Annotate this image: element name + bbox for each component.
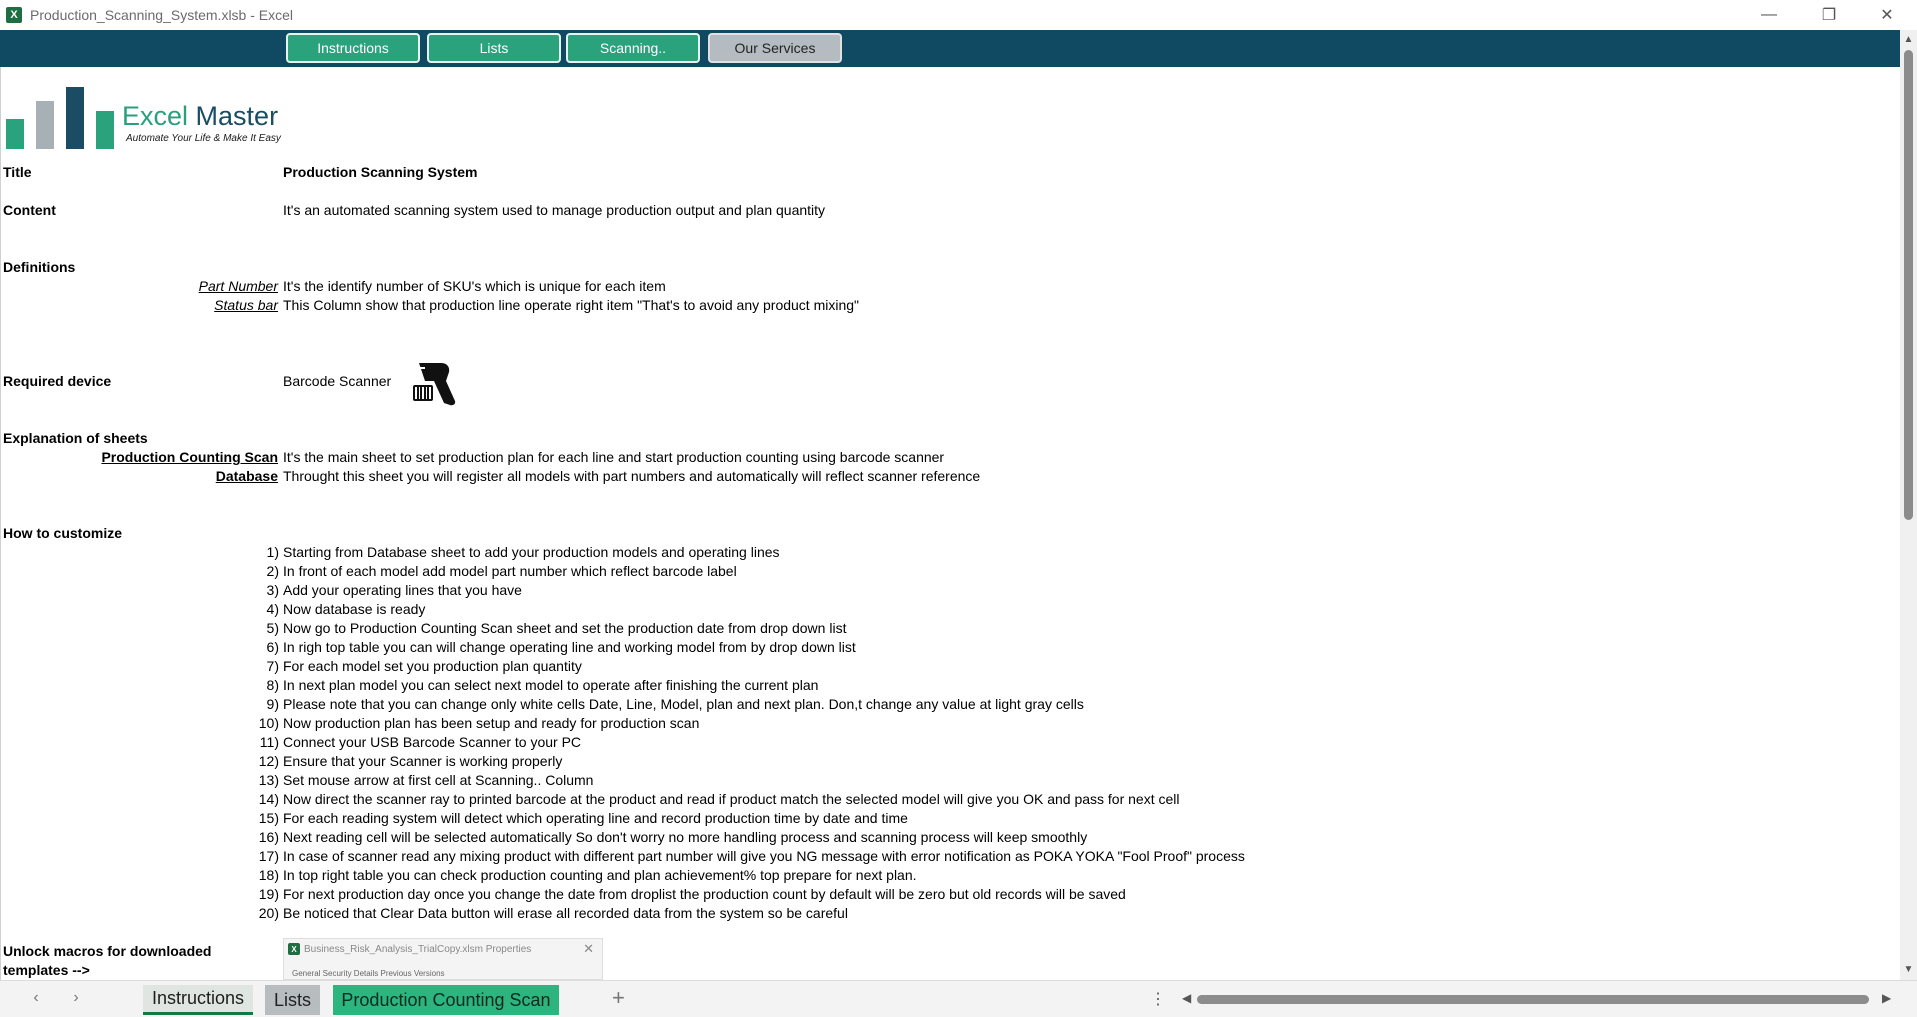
excel-master-logo	[4, 73, 284, 149]
barcode-scanner-icon	[413, 359, 461, 407]
sheet-desc-production-counting-scan: It's the main sheet to set production plan for each line and start production counting using barcode scanner	[283, 449, 945, 465]
minimize-button[interactable]: —	[1761, 6, 1777, 23]
sheet-desc-database: Throught this sheet you will register all models with part numbers and automatically will reflect scanner reference	[283, 468, 981, 484]
step-number: 12)	[258, 753, 279, 769]
sheet-tab-bar	[0, 980, 1917, 1017]
scroll-down-icon[interactable]: ▼	[1903, 964, 1914, 975]
nav-instructions-button[interactable]: Instructions	[286, 33, 420, 63]
step-text: Add your operating lines that you have	[283, 582, 522, 598]
step-number: 11)	[259, 734, 279, 750]
properties-dialog-image	[283, 938, 603, 980]
definition-term-status-bar: Status bar	[214, 297, 278, 313]
scroll-up-icon[interactable]: ▲	[1903, 34, 1914, 45]
logo-bar-4	[96, 111, 114, 149]
logo-wordmark	[122, 101, 278, 132]
step-number: 4)	[266, 601, 279, 617]
logo-bar-2	[36, 101, 54, 149]
step-text: In righ top table you can will change operating line and working model from by drop down list	[283, 639, 856, 655]
nav-band	[0, 30, 1900, 67]
step-number: 17)	[258, 848, 279, 864]
step-number: 13)	[258, 772, 279, 788]
worksheet[interactable]	[0, 67, 1900, 980]
step-text: Please note that you can change only white cells Date, Line, Model, plan and next plan. Don,t change any value at light gray cells	[283, 696, 1084, 712]
window-title: Production_Scanning_System.xlsb - Excel	[30, 7, 294, 23]
step-text: For next production day once you change the date from droplist the production count by default will be zero but old records will be saved	[283, 886, 1126, 902]
step-number: 9)	[266, 696, 279, 712]
step-number: 15)	[258, 810, 279, 826]
definitions-label: Definitions	[3, 259, 76, 275]
horizontal-scroll-thumb[interactable]	[1197, 995, 1869, 1004]
step-text: Now database is ready	[283, 601, 426, 617]
scroll-right-icon[interactable]: ▶	[1882, 991, 1892, 1005]
title-bar	[0, 0, 1917, 30]
sheet-tab-lists[interactable]: Lists	[265, 985, 320, 1015]
step-text: Starting from Database sheet to add your production models and operating lines	[283, 544, 780, 560]
tab-options-icon[interactable]: ⋮	[1150, 991, 1166, 1008]
logo-word-master: Master	[195, 101, 279, 131]
step-number: 3)	[266, 582, 279, 598]
step-number: 18)	[258, 867, 279, 883]
content-value: It's an automated scanning system used to manage production output and plan quantity	[283, 202, 826, 218]
step-text: Now direct the scanner ray to printed barcode at the product and read if product match the selected model will give you OK and pass for next cell	[283, 791, 1180, 807]
step-text: Ensure that your Scanner is working properly	[283, 753, 563, 769]
step-text: Now production plan has been setup and ready for production scan	[283, 715, 700, 731]
logo-tagline: Automate Your Life & Make It Easy	[126, 133, 281, 144]
excel-app-icon: X	[6, 7, 22, 23]
step-number: 10)	[258, 715, 279, 731]
nav-lists-button[interactable]: Lists	[427, 33, 561, 63]
unlock-label-line2: templates -->	[3, 962, 90, 978]
step-text: In case of scanner read any mixing product with different part number will give you NG message with error notification as POKA YOKA "Fool Proof" process	[283, 848, 1245, 864]
step-number: 14)	[258, 791, 279, 807]
step-text: Be noticed that Clear Data button will erase all recorded data from the system so be careful	[283, 905, 848, 921]
grid-edge	[0, 67, 1, 980]
scroll-left-icon[interactable]: ◀	[1182, 991, 1192, 1005]
logo-bar-3	[66, 87, 84, 149]
definition-text-status-bar: This Column show that production line operate right item "That's to avoid any product mixing"	[283, 297, 860, 313]
step-text: In top right table you can check production counting and plan achievement% top prepare for next plan.	[283, 867, 917, 883]
close-button[interactable]: ✕	[1880, 7, 1894, 24]
definition-text-part-number: It's the identify number of SKU's which is unique for each item	[283, 278, 666, 294]
step-text: Next reading cell will be selected automatically So don't worry no more handling process and scanning process will keep smoothly	[283, 829, 1088, 845]
step-number: 7)	[266, 658, 279, 674]
excel-file-icon: X	[288, 943, 300, 955]
close-icon: ✕	[583, 941, 594, 956]
step-number: 19)	[258, 886, 279, 902]
nav-our-services-button[interactable]: Our Services	[708, 33, 842, 63]
add-sheet-icon[interactable]: +	[612, 985, 625, 1010]
sheet-tab-instructions[interactable]: Instructions	[143, 985, 253, 1015]
title-value: Production Scanning System	[283, 164, 478, 180]
horizontal-scrollbar[interactable]	[1180, 991, 1895, 1007]
step-text: For each model set you production plan quantity	[283, 658, 582, 674]
step-text: In next plan model you can select next model to operate after finishing the current plan	[283, 677, 819, 693]
step-number: 6)	[266, 639, 279, 655]
device-value: Barcode Scanner	[283, 373, 392, 389]
title-label: Title	[3, 164, 32, 180]
prev-sheet-icon[interactable]: ‹	[33, 989, 39, 1006]
step-number: 1)	[266, 544, 279, 560]
device-label: Required device	[3, 373, 112, 389]
logo-word-excel: Excel	[122, 101, 189, 131]
content-label: Content	[3, 202, 56, 218]
vertical-scroll-thumb[interactable]	[1904, 50, 1913, 520]
sheet-link-production-counting-scan[interactable]: Production Counting Scan	[101, 449, 278, 465]
step-text: For each reading system will detect which operating line and record production time by date and time	[283, 810, 908, 826]
properties-dialog-tabs: General Security Details Previous Versions	[292, 969, 445, 978]
step-text: Now go to Production Counting Scan sheet and set the production date from drop down list	[283, 620, 847, 636]
sheet-link-database[interactable]: Database	[215, 468, 278, 484]
step-number: 2)	[266, 563, 279, 579]
unlock-label-line1: Unlock macros for downloaded	[3, 943, 212, 959]
properties-dialog-title: Business_Risk_Analysis_TrialCopy.xlsm Properties	[304, 944, 532, 955]
step-number: 20)	[258, 905, 279, 921]
vertical-scrollbar[interactable]	[1900, 30, 1917, 980]
logo-bar-1	[6, 119, 24, 149]
sheet-tab-production-counting-scan[interactable]: Production Counting Scan	[333, 985, 559, 1015]
definition-term-part-number: Part Number	[198, 278, 278, 294]
sheets-label: Explanation of sheets	[3, 430, 148, 446]
step-text: In front of each model add model part number which reflect barcode label	[283, 563, 737, 579]
step-number: 5)	[266, 620, 279, 636]
step-number: 16)	[258, 829, 279, 845]
customize-label: How to customize	[3, 525, 123, 541]
step-text: Set mouse arrow at first cell at Scanning.. Column	[283, 772, 594, 788]
restore-button[interactable]: ❐	[1821, 7, 1837, 24]
step-number: 8)	[266, 677, 279, 693]
nav-scanning-button[interactable]: Scanning..	[566, 33, 700, 63]
step-text: Connect your USB Barcode Scanner to your PC	[283, 734, 582, 750]
next-sheet-icon[interactable]: ›	[73, 989, 79, 1006]
